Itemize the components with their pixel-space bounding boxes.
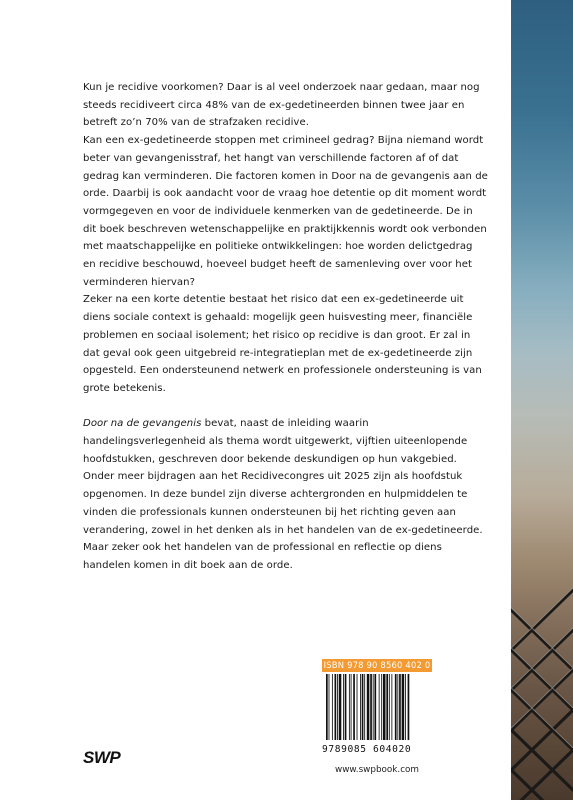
paragraph-gap — [83, 398, 488, 416]
blurb-paragraph-4-rest: bevat, naast de inleiding waarin handelingsverlegenheid als thema wordt uitgewerkt, vijftien uiteenlopende hoofdstukken, geschreven door bekende deskundigen op hun vakgebied. Onder meer bijdragen aan het Recidivecongres uit 2025 zijn als hoofdstuk opgenomen. In deze bundel zijn diverse achtergronden en hulpmiddelen te vinden die professionals kunnen ondersteunen bij het richting geven aan verandering, zowel in het denken als in het handelen van de ex-gedetineerde. Maar zeker ook het handelen van de professional en reflectie op diens handelen komen in dit boek aan de orde. — [83, 418, 483, 571]
blurb-paragraph-1: Kun je recidive voorkomen? Daar is al veel onderzoek naar gedaan, maar nog steeds recidiveert circa 48% van de ex-gedetineerden binnen twee jaar en betreft zo’n 70% van de strafzaken recidive. — [83, 82, 480, 129]
cover-photo-strip — [511, 0, 573, 800]
barcode-icon — [322, 672, 432, 743]
book-title-italic: Door na de gevangenis — [83, 418, 202, 430]
blurb-text — [83, 79, 488, 575]
barcode-digits: 9789085 604020 — [322, 744, 412, 755]
publisher-logo: SWP — [83, 748, 121, 767]
blurb-paragraph-4 — [83, 415, 488, 574]
publisher-website: www.swpbook.com — [335, 765, 419, 775]
blurb-paragraph-3: Zeker na een korte detentie bestaat het risico dat een ex-gedetineerde uit diens sociale context is gehaald: mogelijk geen huisvesting meer, financiële problemen en sociaal isolement; het risico op recidive is dan groot. Er zal in dat geval ook geen uitgebreid re-integratieplan met de ex-gedetineerde zijn opgesteld. Een ondersteunend netwerk en professionele ondersteuning is van grote betekenis. — [83, 294, 482, 394]
chain-link-fence-icon — [511, 0, 573, 800]
blurb-paragraph-2: Kan een ex-gedetineerde stoppen met crimineel gedrag? Bijna niemand wordt beter van gevangenisstraf, het hangt van verschillende factoren af of dat gedrag kan verminderen. Die factoren komen in Door na de gevangenis aan de orde. Daarbij is ook aandacht voor de vraag hoe detentie op dit moment wordt vormgegeven en voor de individuele kenmerken van de gedetineerde. De in dit boek beschreven wetenschappelijke en praktijkkennis wordt ook verbonden met maatschappelijke en politieke ontwikkelingen: hoe worden delictgedrag en recidive beschouwd, hoeveel budget heeft de samenleving over voor het verminderen hiervan? — [83, 135, 488, 288]
isbn-label: ISBN 978 90 8560 402 0 — [323, 660, 431, 670]
barcode — [322, 672, 432, 743]
